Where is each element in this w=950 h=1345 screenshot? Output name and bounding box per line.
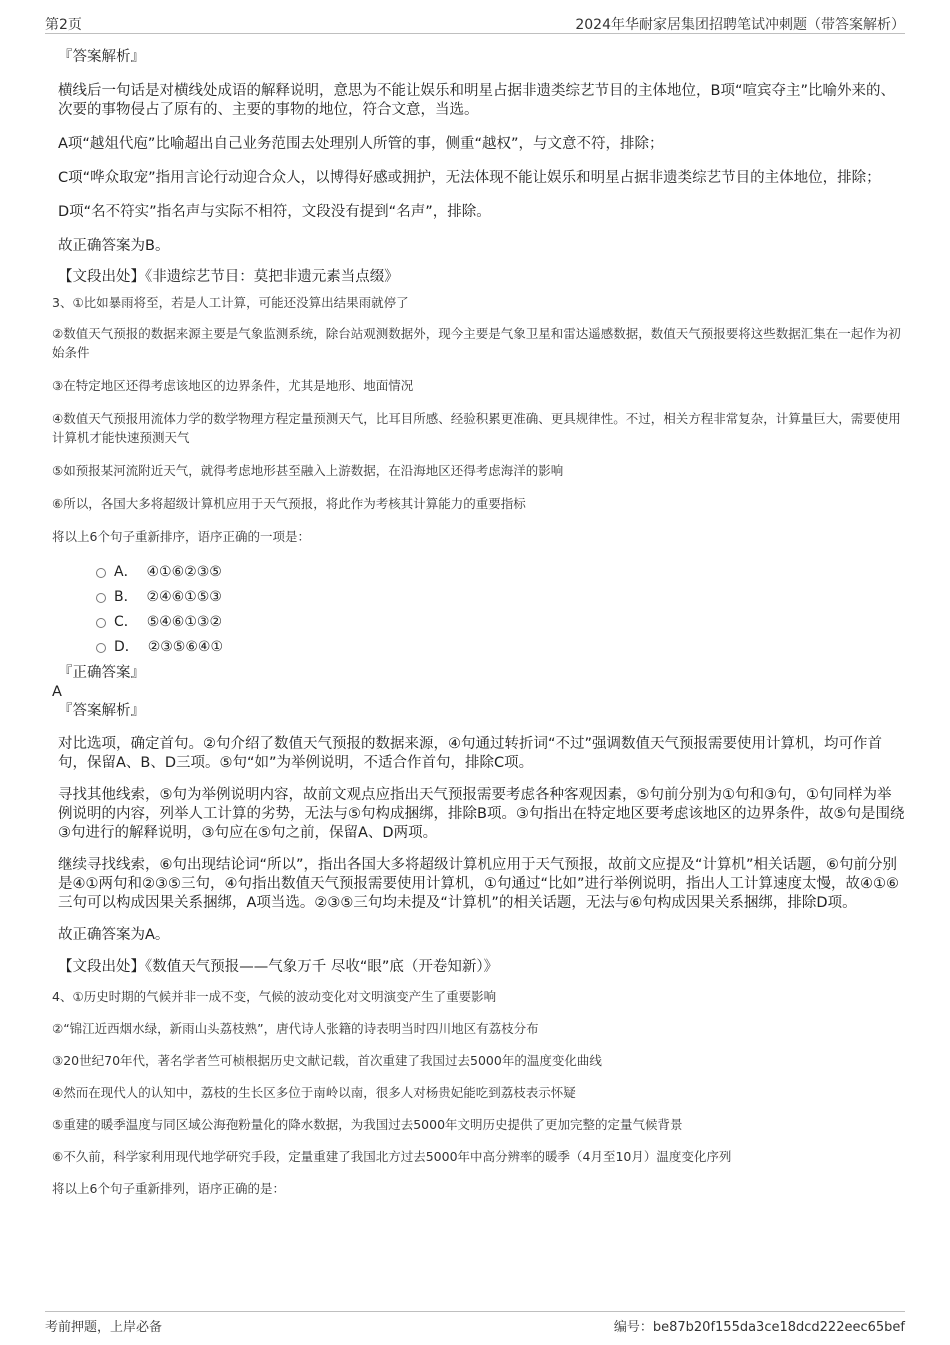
q4-sentence-2: ②“锦江近西烟水绿，新雨山头荔枝熟”，唐代诗人张籍的诗表明当时四川地区有荔枝分布 (52, 1021, 539, 1036)
q3-source: 【文段出处】《数值天气预报——气象万千 尽收“眼”底（开卷知新）》 (58, 959, 499, 975)
document-body (52, 44, 905, 1198)
option-text: ②④⑥①⑤③ (146, 589, 222, 605)
q4-sentence-5: ⑤重建的暖季温度与同区域公海孢粉量化的降水数据，为我国过去5000年文明历史提供了更加完整的定量气候背景 (52, 1117, 683, 1132)
q2-analysis-p4: D项“名不符实”指名声与实际不相符，文段没有提到“名声”，排除。 (58, 204, 491, 220)
q4-prompt: 将以上6个句子重新排列，语序正确的是： (52, 1181, 285, 1196)
option-b[interactable] (52, 585, 905, 610)
page-footer (45, 1311, 905, 1337)
q3-options (52, 560, 905, 660)
q3-sentence-4: ④数值天气预报用流体力学的数学物理方程定量预测天气，比耳目所感、经验积累更准确、更具规律性。不过，相关方程非常复杂，计算量巨大，需要使用计算机才能快速预测天气 (52, 411, 901, 445)
option-text: ④①⑥②③⑤ (146, 564, 222, 580)
footer-serial: 编号：be87b20f155da3ce18dcd222eec65bef (613, 1320, 905, 1335)
q2-analysis-p2: A项“越俎代庖”比喻超出自己业务范围去处理别人所管的事，侧重“越权”，与文意不符，排除； (58, 136, 664, 152)
q2-conclusion: 故正确答案为B。 (58, 238, 170, 254)
document-title: 2024年华耐家居集团招聘笔试冲刺题（带答案解析） (575, 17, 905, 33)
q3-sentence-1: 3、①比如暴雨将至，若是人工计算，可能还没算出结果雨就停了 (52, 295, 409, 310)
radio-icon[interactable] (96, 618, 106, 628)
q2-source: 【文段出处】《非遗综艺节目：莫把非遗元素当点缀》 (58, 269, 399, 285)
option-text: ②③⑤⑥④① (147, 639, 223, 655)
q3-analysis-title: 『答案解析』 (58, 703, 145, 719)
option-letter: B． (114, 589, 138, 605)
q3-analysis-p2: 寻找其他线索，⑤句为举例说明内容，故前文观点应指出天气预报需要考虑各种客观因素，⑤句前分别为①句和③句，①句同样为举例说明的内容，列举人工计算的劣势，无法与⑤句构成捆绑，排除B项。③句指出在特定地区要考虑该地区的边界条件，故⑤句是围绕③句进行的解释说明，③句应在⑤句之前，保留A、D两项。 (58, 787, 905, 841)
option-c[interactable] (52, 610, 905, 635)
option-letter: C． (114, 614, 138, 630)
q3-answer: A (52, 684, 62, 700)
radio-icon[interactable] (96, 643, 106, 653)
q3-sentence-6: ⑥所以，各国大多将超级计算机应用于天气预报，将此作为考核其计算能力的重要指标 (52, 496, 526, 511)
radio-icon[interactable] (96, 568, 106, 578)
option-letter: D． (114, 639, 139, 655)
q3-sentence-5: ⑤如预报某河流附近天气，就得考虑地形甚至融入上游数据，在沿海地区还得考虑海洋的影响 (52, 463, 564, 478)
q3-conclusion: 故正确答案为A。 (58, 927, 170, 943)
footer-slogan: 考前押题，上岸必备 (45, 1320, 163, 1335)
option-d[interactable] (52, 635, 905, 660)
q3-prompt: 将以上6个句子重新排序，语序正确的一项是： (52, 529, 310, 544)
q4-sentence-4: ④然而在现代人的认知中，荔枝的生长区多位于南岭以南，很多人对杨贵妃能吃到荔枝表示怀疑 (52, 1085, 576, 1100)
page-number: 第2页 (45, 17, 82, 33)
option-text: ⑤④⑥①③② (146, 614, 222, 630)
q2-analysis-p3: C项“哗众取宠”指用言论行动迎合众人，以博得好感或拥护，无法体现不能让娱乐和明星占据非遗类综艺节目的主体地位，排除； (58, 170, 881, 186)
q3-answer-title: 『正确答案』 (58, 665, 145, 681)
q2-analysis-title: 『答案解析』 (58, 49, 145, 65)
option-a[interactable] (52, 560, 905, 585)
q3-sentence-2: ②数值天气预报的数据来源主要是气象监测系统，除台站观测数据外，现今主要是气象卫星和雷达遥感数据，数值天气预报要将这些数据汇集在一起作为初始条件 (52, 326, 901, 360)
q4-sentence-6: ⑥不久前，科学家利用现代地学研究手段，定量重建了我国北方过去5000年中高分辨率的暖季（4月至10月）温度变化序列 (52, 1149, 732, 1164)
q4-sentence-1: 4、①历史时期的气候并非一成不变，气候的波动变化对文明演变产生了重要影响 (52, 989, 497, 1004)
q3-analysis-p1: 对比选项，确定首句。②句介绍了数值天气预报的数据来源，④句通过转折词“不过”强调数值天气预报需要使用计算机，均可作首句，保留A、B、D三项。⑤句“如”为举例说明，不适合作首句，排除C项。 (58, 736, 883, 771)
q3-sentence-3: ③在特定地区还得考虑该地区的边界条件，尤其是地形、地面情况 (52, 378, 414, 393)
q4-sentence-3: ③20世纪70年代，著名学者竺可桢根据历史文献记载，首次重建了我国过去5000年的温度变化曲线 (52, 1053, 602, 1068)
q3-analysis-p3: 继续寻找线索，⑥句出现结论词“所以”，指出各国大多将超级计算机应用于天气预报，故前文应提及“计算机”相关话题，⑥句前分别是④①两句和②③⑤三句，④句指出数值天气预报需要使用计算机，①句通过“比如”进行举例说明，指出人工计算速度太慢，故④①⑥三句可以构成因果关系捆绑，A项当选。②③⑤三句均未提及“计算机”的相关话题，无法与⑥句构成因果关系捆绑，排除D项。 (58, 857, 900, 911)
q2-analysis-p1: 横线后一句话是对横线处成语的解释说明，意思为不能让娱乐和明星占据非遗类综艺节目的主体地位，B项“喧宾夺主”比喻外来的、次要的事物侵占了原有的、主要的事物的地位，符合文意，当选。 (58, 83, 895, 118)
page-header (45, 12, 905, 34)
option-letter: A． (114, 564, 138, 580)
radio-icon[interactable] (96, 593, 106, 603)
